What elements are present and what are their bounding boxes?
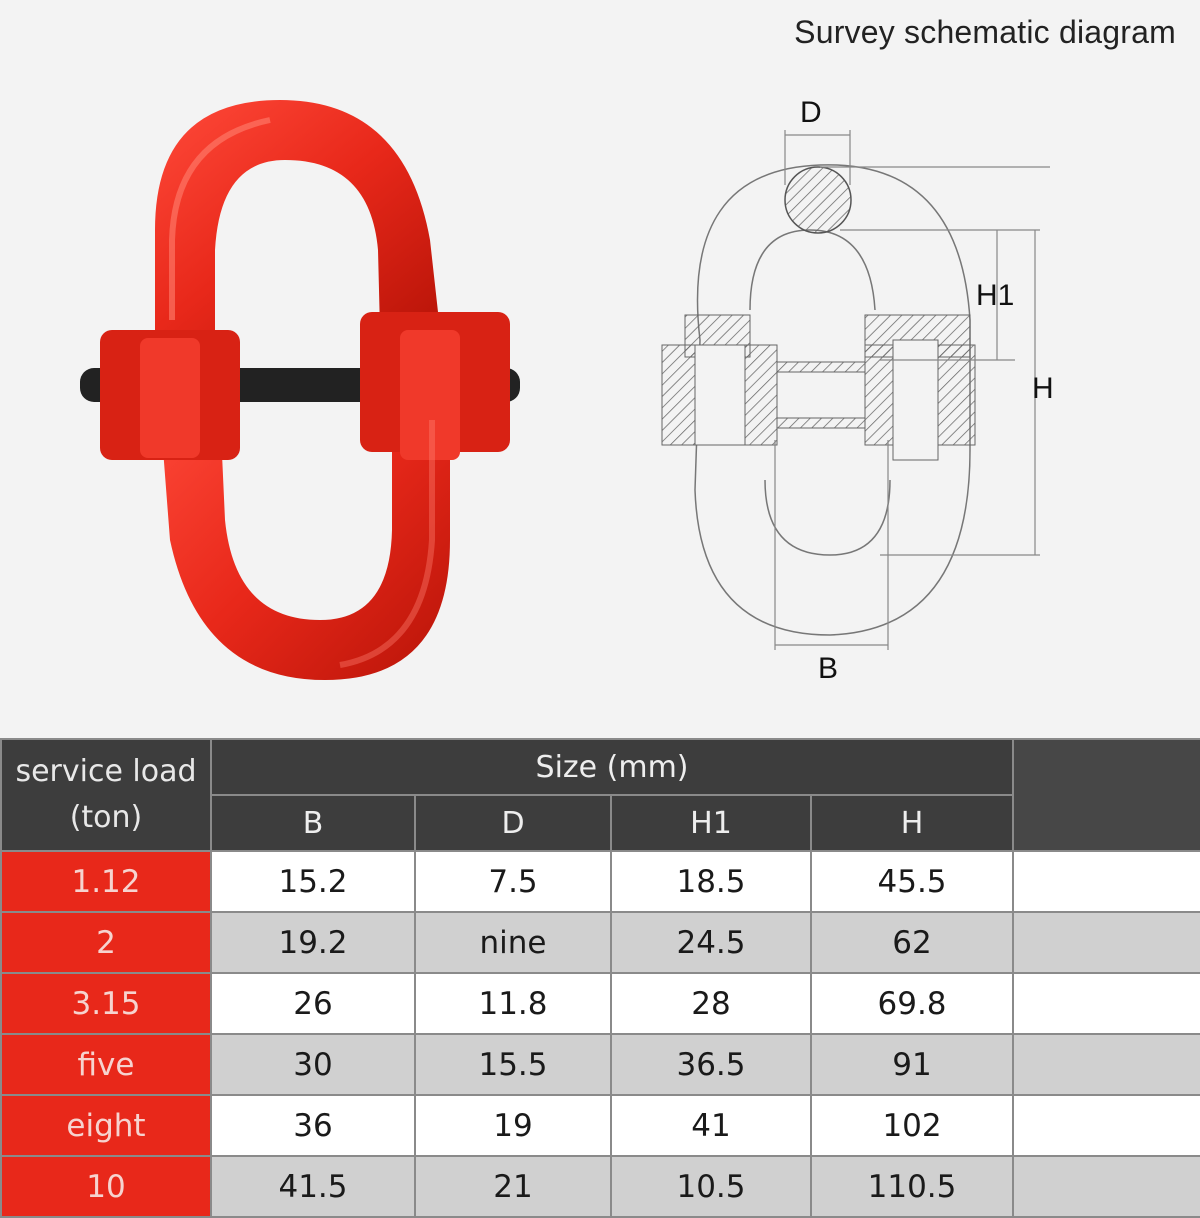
load-cell: eight [1,1095,211,1156]
upper-link-body [155,100,440,330]
h1-cell: 41 [611,1095,811,1156]
dim-label-h1: H1 [976,279,1015,312]
column-header-b: B [211,795,415,851]
d-cell: 11.8 [415,973,611,1034]
b-cell: 30 [211,1034,415,1095]
d-cell: 19 [415,1095,611,1156]
table-row [1,1156,1200,1217]
d-cell: 15.5 [415,1034,611,1095]
wire-section [785,167,851,233]
dim-label-d: D [800,96,822,129]
column-header-d: D [415,795,611,851]
table-row [1,1095,1200,1156]
spare-cell [1013,973,1200,1034]
dim-label-h: H [1032,372,1054,405]
h-cell: 110.5 [811,1156,1013,1217]
b-cell: 26 [211,973,415,1034]
table-row [1,912,1200,973]
load-cell: five [1,1034,211,1095]
b-cell: 41.5 [211,1156,415,1217]
b-cell: 36 [211,1095,415,1156]
h1-cell: 36.5 [611,1034,811,1095]
load-header: service load (ton) [1,739,211,851]
h-cell: 62 [811,912,1013,973]
d-cell: nine [415,912,611,973]
column-header-h1: H1 [611,795,811,851]
b-cell: 19.2 [211,912,415,973]
d-cell: 7.5 [415,851,611,912]
spare-cell [1013,1095,1200,1156]
h1-cell: 28 [611,973,811,1034]
load-cell: 1.12 [1,851,211,912]
h1-cell: 10.5 [611,1156,811,1217]
h-cell: 102 [811,1095,1013,1156]
spec-table [0,738,1200,1218]
load-cell: 2 [1,912,211,973]
spare-cell [1013,1034,1200,1095]
h1-cell: 18.5 [611,851,811,912]
table-row [1,851,1200,912]
diagram-title: Survey schematic diagram [794,14,1176,50]
load-cell: 3.15 [1,973,211,1034]
h-cell: 91 [811,1034,1013,1095]
table-row [1,973,1200,1034]
size-header: Size (mm) [211,739,1013,795]
connecting-link-photo [60,80,540,700]
spare-cell [1013,851,1200,912]
survey-schematic [640,90,1100,700]
dim-label-b: B [818,652,839,685]
blank-header [1013,739,1200,851]
table-row [1,1034,1200,1095]
spare-cell [1013,1156,1200,1217]
spare-cell [1013,912,1200,973]
column-header-h: H [811,795,1013,851]
h1-cell: 24.5 [611,912,811,973]
b-cell: 15.2 [211,851,415,912]
load-cell: 10 [1,1156,211,1217]
d-cell: 21 [415,1156,611,1217]
h-cell: 45.5 [811,851,1013,912]
h-cell: 69.8 [811,973,1013,1034]
